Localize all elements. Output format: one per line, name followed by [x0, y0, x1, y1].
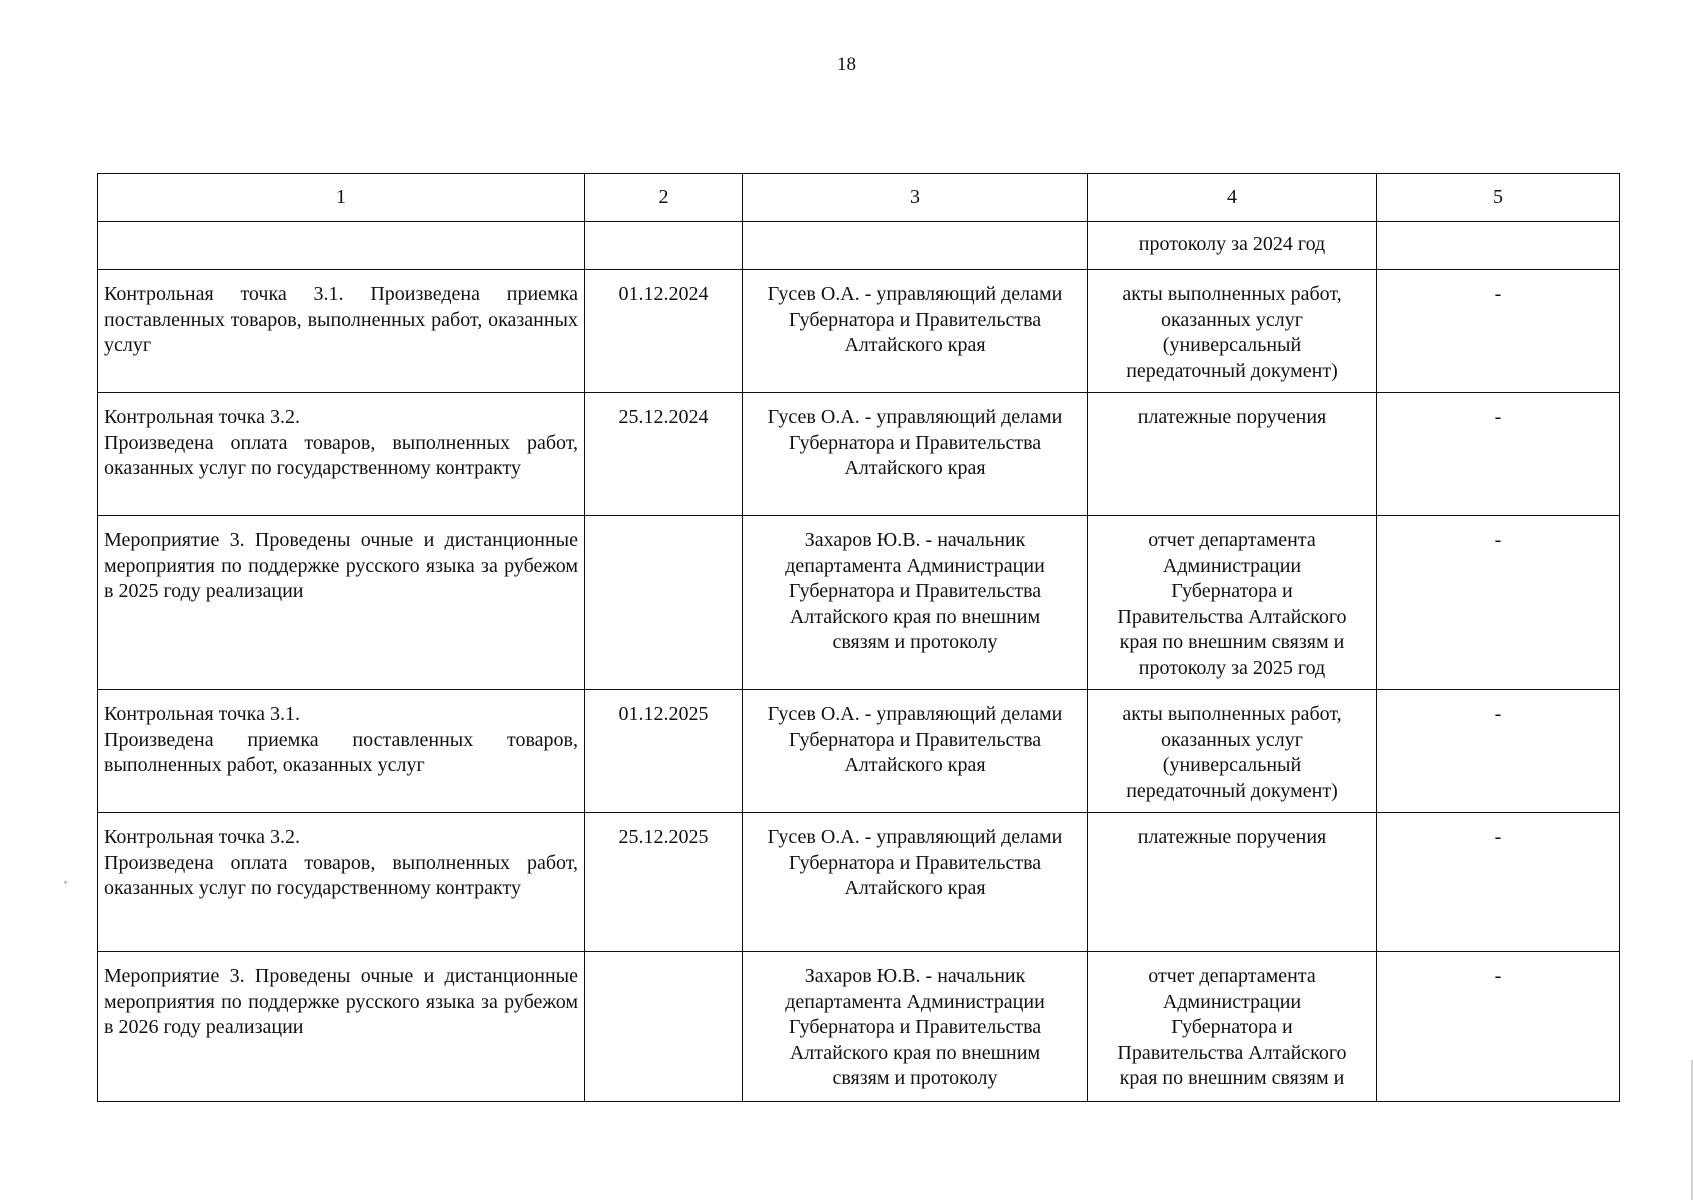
cell-line: Алтайского края — [844, 754, 986, 776]
cell-responsible — [743, 813, 1088, 952]
cell-line: протоколу за 2025 год — [1138, 656, 1326, 679]
table-row-continued — [98, 222, 1620, 270]
cell-date — [585, 222, 743, 270]
cell-line: Губернатора и — [1171, 1016, 1293, 1038]
cell-event — [98, 393, 585, 516]
cell-line: Захаров Ю.В. - начальник — [804, 529, 1026, 551]
cell-date — [585, 516, 743, 690]
cell-responsible — [743, 270, 1088, 393]
table-header-row — [98, 174, 1620, 222]
cell-line: департамента Администрации — [785, 990, 1045, 1013]
cell-date: 25.12.2025 — [585, 813, 743, 952]
cell-line: оказанных услуг — [1161, 308, 1303, 331]
page-number: 18 — [837, 54, 856, 75]
cell-document: протоколу за 2024 год — [1088, 222, 1377, 270]
cell-note: - — [1377, 393, 1620, 516]
cell-line: Захаров Ю.В. - начальник — [804, 965, 1026, 987]
header-cell-2: 2 — [585, 174, 743, 222]
cell-note: - — [1377, 690, 1620, 813]
cell-line: Губернатора и Правительства — [788, 851, 1042, 874]
table-row — [98, 393, 1620, 516]
cell-responsible — [743, 222, 1088, 270]
cell-responsible — [743, 690, 1088, 813]
cell-line: Алтайского края по внешним — [789, 605, 1041, 628]
cell-line: края по внешним связям и — [1119, 631, 1345, 653]
cell-line: передаточный документ) — [1126, 779, 1338, 802]
cell-line: Губернатора и Правительства — [788, 580, 1042, 602]
header-cell-4: 4 — [1088, 174, 1377, 222]
cell-responsible — [743, 516, 1088, 690]
cell-note: - — [1377, 516, 1620, 690]
cell-line: Гусев О.А. - управляющий делами — [767, 283, 1063, 305]
cell-document — [1088, 813, 1377, 952]
cell-event — [98, 813, 585, 952]
cell-document — [1088, 393, 1377, 516]
cell-line: Губернатора и Правительства — [788, 728, 1042, 751]
cell-line: Губернатора и Правительства — [788, 308, 1042, 331]
cell-line: связям и протоколу — [832, 1067, 998, 1089]
cell-line: края по внешним связям и — [1119, 1067, 1345, 1089]
header-cell-3: 3 — [743, 174, 1088, 222]
cell-line: Алтайского края по внешним — [789, 1041, 1041, 1064]
cell-note: - — [1377, 952, 1620, 1102]
cell-line: Произведена оплата товаров, выполненных работ, оказанных услуг по государственному контракту — [104, 851, 578, 899]
cell-line: Гусев О.А. - управляющий делами — [767, 406, 1063, 428]
cell-line: Гусев О.А. - управляющий делами — [767, 826, 1063, 848]
cell-document — [1088, 270, 1377, 393]
cell-line: Алтайского края — [844, 457, 986, 479]
table-row — [98, 690, 1620, 813]
header-cell-5: 5 — [1377, 174, 1620, 222]
stray-mark: ᵛ — [64, 878, 68, 890]
cell-line: отчет департамента — [1148, 529, 1316, 551]
cell-line: департамента Администрации — [785, 554, 1045, 577]
cell-responsible — [743, 952, 1088, 1102]
cell-line: Контрольная точка 3.2. — [104, 826, 300, 848]
cell-date: 01.12.2025 — [585, 690, 743, 813]
table-row — [98, 270, 1620, 393]
cell-line: связям и протоколу — [832, 631, 998, 653]
cell-line: Произведена оплата товаров, выполненных работ, оказанных услуг по государственному контракту — [104, 431, 578, 479]
cell-note — [1377, 222, 1620, 270]
cell-responsible — [743, 393, 1088, 516]
cell-line: передаточный документ) — [1126, 359, 1338, 382]
cell-note: - — [1377, 270, 1620, 393]
cell-document — [1088, 690, 1377, 813]
table-row — [98, 813, 1620, 952]
cell-line: Произведена приемка поставленных товаров, выполненных работ, оказанных услуг — [104, 728, 578, 776]
cell-line: платежные поручения — [1137, 826, 1327, 848]
cell-line: оказанных услуг — [1161, 728, 1303, 751]
cell-line: Гусев О.А. - управляющий делами — [767, 703, 1063, 725]
cell-line: Администрации — [1162, 554, 1302, 577]
cell-date: 01.12.2024 — [585, 270, 743, 393]
cell-event — [98, 690, 585, 813]
cell-line: (универсальный — [1162, 754, 1302, 776]
cell-line: акты выполненных работ, — [1122, 703, 1342, 725]
cell-line: Алтайского края — [844, 334, 986, 356]
table-row — [98, 952, 1620, 1102]
cell-line: Губернатора и Правительства — [788, 431, 1042, 454]
cell-event: Контрольная точка 3.1. Произведена приемка поставленных товаров, выполненных работ, оказанных услуг — [98, 270, 585, 393]
cell-date: 25.12.2024 — [585, 393, 743, 516]
cell-document — [1088, 952, 1377, 1102]
cell-date — [585, 952, 743, 1102]
cell-line: отчет департамента — [1148, 965, 1316, 987]
header-cell-1: 1 — [98, 174, 585, 222]
cell-line: Губернатора и Правительства — [788, 1016, 1042, 1038]
cell-line: Алтайского края — [844, 877, 986, 899]
cell-line: Контрольная точка 3.2. — [104, 406, 300, 428]
cell-line: Администрации — [1162, 990, 1302, 1013]
cell-line: (универсальный — [1162, 334, 1302, 356]
cell-document — [1088, 516, 1377, 690]
cell-event — [98, 222, 585, 270]
cell-line: платежные поручения — [1137, 406, 1327, 428]
cell-line: Губернатора и — [1171, 580, 1293, 602]
table-row — [98, 516, 1620, 690]
cell-line: акты выполненных работ, — [1122, 283, 1342, 305]
cell-event: Мероприятие 3. Проведены очные и дистанционные мероприятия по поддержке русского языка за рубежом в 2025 году реализации — [98, 516, 585, 690]
cell-line: Правительства Алтайского — [1117, 1041, 1347, 1064]
plan-table — [97, 173, 1620, 1102]
cell-note: - — [1377, 813, 1620, 952]
cell-line: Правительства Алтайского — [1117, 605, 1347, 628]
cell-event: Мероприятие 3. Проведены очные и дистанционные мероприятия по поддержке русского языка за рубежом в 2026 году реализации — [98, 952, 585, 1102]
cell-line: Контрольная точка 3.1. — [104, 703, 300, 725]
